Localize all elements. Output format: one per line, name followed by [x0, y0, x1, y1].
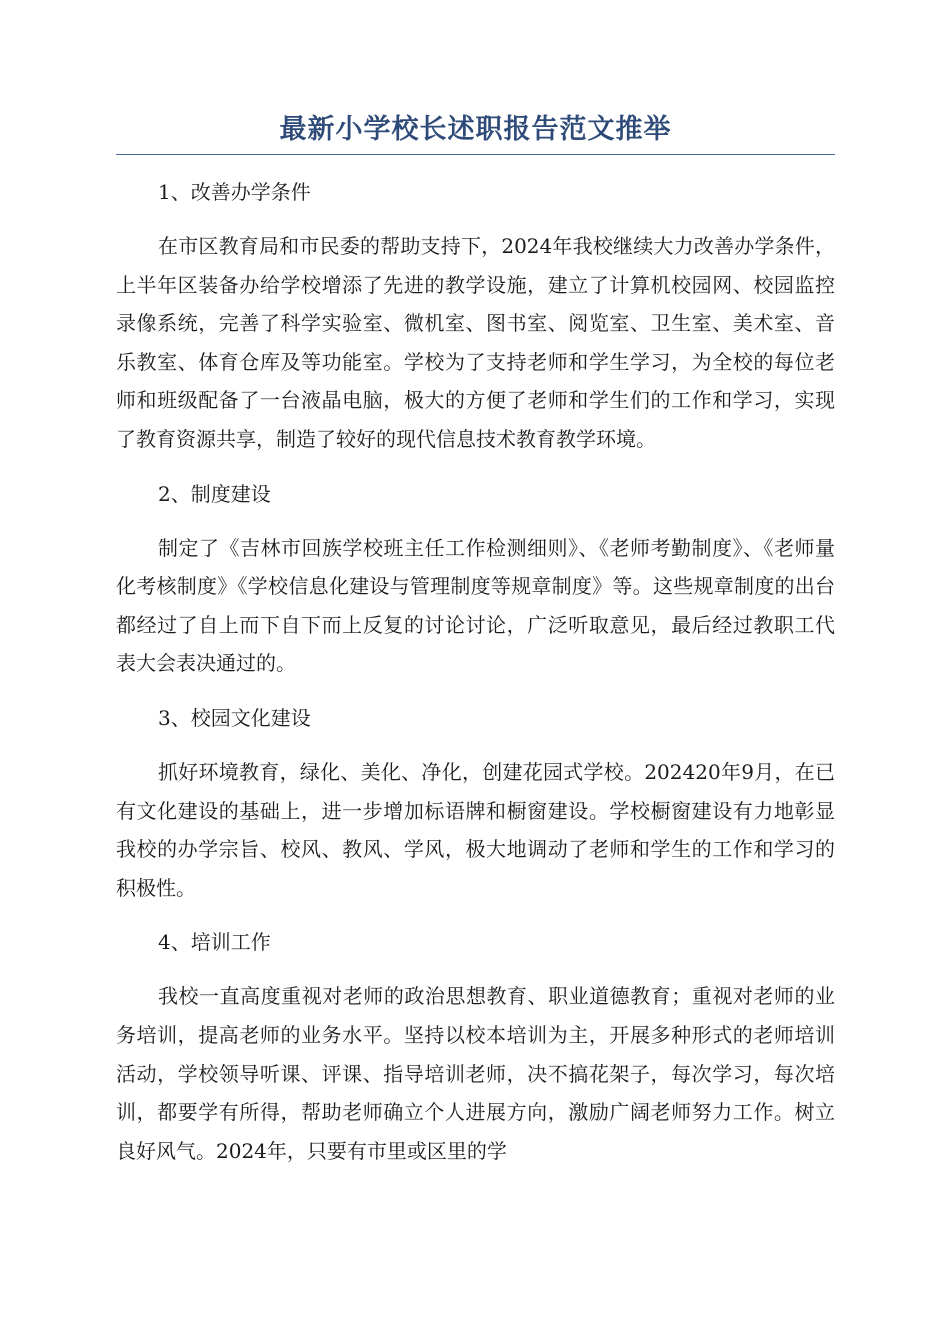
section-heading: 2、制度建设 — [158, 481, 271, 506]
section-2 — [116, 475, 835, 683]
section-heading: 4、培训工作 — [158, 930, 271, 955]
document-page — [116, 110, 835, 1186]
section-heading: 3、校园文化建设 — [158, 705, 311, 730]
section-heading: 1、改善办学条件 — [158, 180, 311, 204]
section-paragraph: 我校一直高度重视对老师的政治思想教育、职业道德教育；重视对老师的业务培训，提高老师的业务水平。坚持以校本培训为主，开展多种形式的老师培训活动，学校领导听课、评课、指导培训老师，决不搞花架子，每次学习，每次培训，都要学有所得，帮助老师确立个人进展方向，激励广阔老师努力工作。树立良好风气。2024年，只要有市里或区里的学 — [116, 984, 835, 1163]
title-underline — [116, 154, 835, 155]
section-4 — [116, 923, 835, 1170]
section-1 — [116, 173, 835, 459]
section-paragraph: 在市区教育局和市民委的帮助支持下，2024年我校继续大力改善办学条件，上半年区装备办给学校增添了先进的教学设施，建立了计算机校园网、校园监控录像系统，完善了科学实验室、微机室、图书室、阅览室、卫生室、美术室、音乐教室、体育仓库及等功能室。学校为了支持老师和学生学习，为全校的每位老师和班级配备了一台液晶电脑，极大的方便了老师和学生们的工作和学习，实现了教育资源共享，制造了较好的现代信息技术教育教学环境。 — [116, 234, 835, 451]
document-title: 最新小学校长述职报告范文推举 — [279, 114, 672, 145]
section-paragraph: 抓好环境教育，绿化、美化、净化，创建花园式学校。202420年9月，在已有文化建设的基础上，进一步增加标语牌和橱窗建设。学校橱窗建设有力地彰显我校的办学宗旨、校风、教风、学风，极大地调动了老师和学生的工作和学习的积极性。 — [116, 759, 835, 900]
section-paragraph: 制定了《吉林市回族学校班主任工作检测细则》、《老师考勤制度》、《老师量化考核制度》《学校信息化建设与管理制度等规章制度》等。这些规章制度的出台都经过了自上而下自下而上反复的讨论讨论，广泛听取意见，最后经过教职工代表大会表决通过的。 — [116, 535, 835, 676]
section-3 — [116, 699, 835, 907]
